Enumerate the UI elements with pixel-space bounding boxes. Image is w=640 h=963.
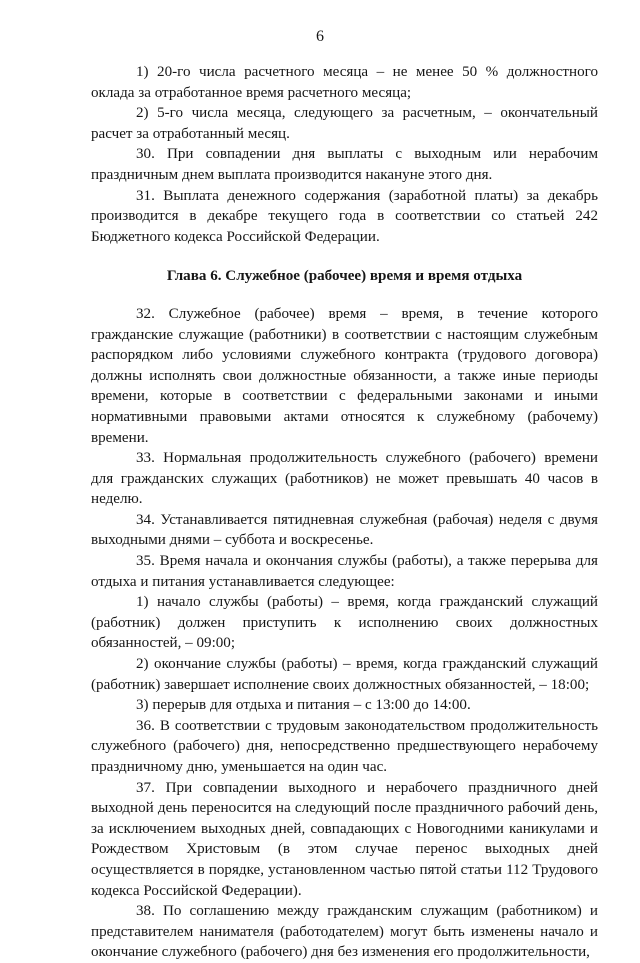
paragraph: 33. Нормальная продолжительность служебного (рабочего) времени для гражданских служащих (работников) не может превышать 40 часов в неделю. (91, 450, 598, 508)
paragraph: 34. Устанавливается пятидневная служебная (рабочая) неделя с двумя выходными днями – суббота и воскресенье. (91, 511, 598, 549)
page-number: 6 (316, 28, 324, 45)
paragraph: 31. Выплата денежного содержания (заработной платы) за декабрь производится в декабре текущего года в соответствии со статьей 242 Бюджетного кодекса Российской Федерации. (91, 187, 598, 245)
paragraph: 36. В соответствии с трудовым законодательством продолжительность служебного (рабочего) дня, непосредственно предшествующего нерабочему праздничному дню, уменьшается на один час. (91, 717, 598, 775)
paragraph: 2) 5-го числа месяца, следующего за расчетным, – окончательный расчет за отработанный месяц. (91, 105, 598, 142)
paragraph: 37. При совпадении выходного и нерабочего праздничного дней выходной день переносится на следующий после праздничного рабочий день, за исключением выходных дней, совпадающих с Новогодними каникулами и Рождеством Христовым (в этом случае перенос выходных дней осуществляется в порядке, установленном частью пятой статьи 112 Трудового кодекса Российской Федерации). (91, 779, 598, 899)
paragraph: 30. При совпадении дня выплаты с выходным или нерабочим праздничным днем выплата производится накануне этого дня. (91, 146, 598, 183)
paragraph: 3) перерыв для отдыха и питания – с 13:00 до 14:00. (136, 697, 471, 714)
paragraph: 38. По соглашению между гражданским служащим (работником) и представителем нанимателя (работодателем) могут быть изменены начало и окончание служебного (рабочего) дня без изменения его продолжительности, (91, 903, 598, 961)
paragraph: 35. Время начала и окончания службы (работы), а также перерыва для отдыха и питания устанавливается следующее: (91, 553, 598, 590)
chapter-heading: Глава 6. Служебное (рабочее) время и время отдыха (166, 268, 523, 285)
paragraph: 32. Служебное (рабочее) время – время, в течение которого гражданские служащие (работники) в соответствии с настоящим служебным распорядком либо условиями служебного контракта (трудового договора) должны исполнять свои должностные обязанности, а также иные периоды времени, которые в соответствии с федеральными законами и иными нормативными правовыми актами относятся к служебному (рабочему) времени. (91, 305, 598, 446)
paragraph: 2) окончание службы (работы) – время, когда гражданский служащий (работник) завершает исполнение своих должностных обязанностей, – 18:00; (91, 656, 598, 693)
paragraph: 1) начало службы (работы) – время, когда гражданский служащий (работник) должен приступить к исполнению своих должностных обязанностей, – 09:00; (91, 594, 598, 652)
document-body (91, 62, 598, 963)
paragraph: 1) 20-го числа расчетного месяца – не менее 50 % должностного оклада за отработанное время расчетного месяца; (91, 64, 598, 101)
